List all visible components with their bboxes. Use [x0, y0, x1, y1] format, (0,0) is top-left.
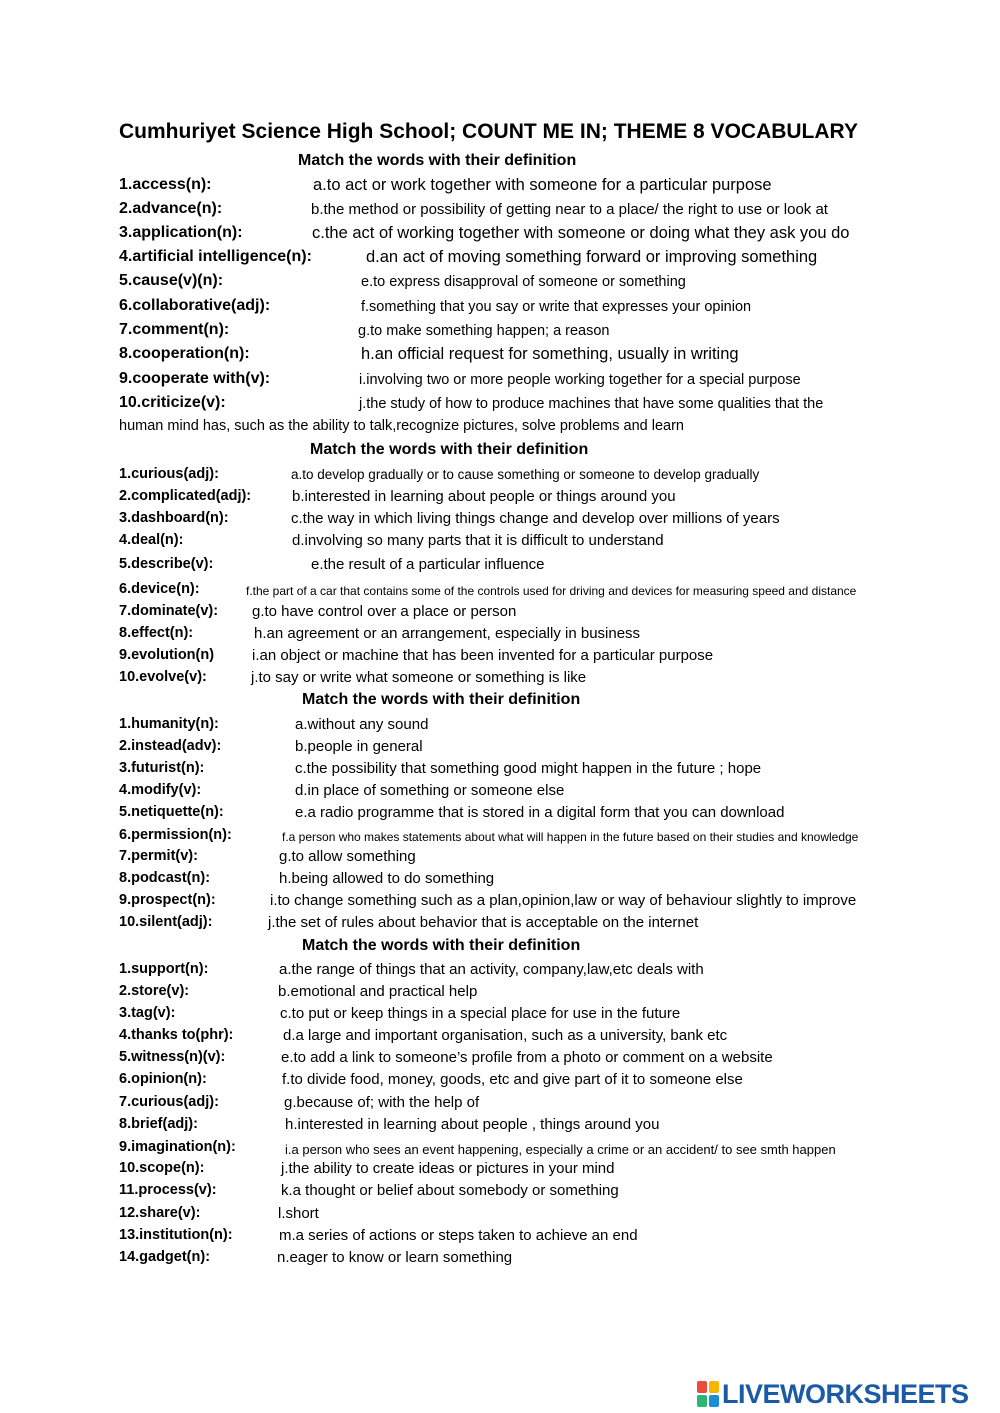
definition: a.without any sound — [295, 716, 429, 733]
definition: n.eager to know or learn something — [277, 1249, 513, 1266]
vocab-word: 5.netiquette(n): — [119, 804, 224, 820]
vocab-word: 10.criticize(v): — [119, 394, 226, 411]
definition: h.an official request for something, usually in writing — [361, 345, 739, 363]
definition: b.interested in learning about people or things around you — [292, 488, 676, 505]
definition: i.an object or machine that has been invented for a particular purpose — [252, 647, 714, 664]
vocab-word: 10.scope(n): — [119, 1160, 205, 1176]
vocab-word: 5.cause(v)(n): — [119, 272, 224, 289]
definition: j.to say or write what someone or something is like — [251, 669, 587, 686]
vocab-word: 3.dashboard(n): — [119, 510, 229, 526]
definition: e.the result of a particular influence — [311, 556, 545, 573]
definition: f.a person who makes statements about what will happen in the future based on their studies and knowledge — [282, 830, 859, 844]
definition: b.people in general — [295, 738, 423, 755]
definition: d.involving so many parts that it is difficult to understand — [292, 532, 664, 549]
section-header: Match the words with their definition — [298, 152, 577, 169]
vocab-word: 12.share(v): — [119, 1205, 201, 1221]
definition: d.an act of moving something forward or improving something — [366, 248, 818, 266]
definition: i.involving two or more people working together for a special purpose — [359, 372, 801, 388]
definition: g.to have control over a place or person — [252, 603, 517, 620]
definition: h.interested in learning about people , things around you — [285, 1116, 660, 1133]
vocab-word: 14.gadget(n): — [119, 1249, 211, 1265]
definition: a.to develop gradually or to cause something or someone to develop gradually — [291, 467, 760, 482]
vocab-word: 6.collaborative(adj): — [119, 297, 271, 314]
definition: i.to change something such as a plan,opinion,law or way of behaviour slightly to improve — [270, 892, 857, 909]
section-header: Match the words with their definition — [302, 691, 581, 708]
definition: j.the set of rules about behavior that is acceptable on the internet — [268, 914, 699, 931]
vocab-word: 7.comment(n): — [119, 321, 230, 338]
definition: d.in place of something or someone else — [295, 782, 565, 799]
definition-continuation: human mind has, such as the ability to talk,recognize pictures, solve problems and learn — [119, 418, 684, 434]
vocab-word: 3.tag(v): — [119, 1005, 176, 1021]
definition: l.short — [278, 1205, 319, 1222]
definition: g.because of; with the help of — [284, 1094, 480, 1111]
vocab-word: 9.prospect(n): — [119, 892, 216, 908]
vocab-word: 1.access(n): — [119, 176, 212, 193]
vocab-word: 9.imagination(n): — [119, 1139, 236, 1155]
definition: h.being allowed to do something — [279, 870, 495, 887]
section-header: Match the words with their definition — [302, 937, 581, 954]
vocab-word: 9.evolution(n) — [119, 647, 215, 663]
definition: b.emotional and practical help — [278, 983, 478, 1000]
definition: j.the study of how to produce machines that have some qualities that the — [359, 396, 824, 412]
definition: e.to add a link to someone’s profile from a photo or comment on a website — [281, 1049, 773, 1066]
vocab-word: 8.podcast(n): — [119, 870, 211, 886]
vocab-word: 3.application(n): — [119, 224, 243, 241]
definition: e.a radio programme that is stored in a digital form that you can download — [295, 804, 785, 821]
definition: j.the ability to create ideas or pictures in your mind — [281, 1160, 615, 1177]
vocab-word: 2.store(v): — [119, 983, 190, 999]
definition: d.a large and important organisation, such as a university, bank etc — [283, 1027, 728, 1044]
vocab-word: 8.brief(adj): — [119, 1116, 198, 1132]
definition: b.the method or possibility of getting near to a place/ the right to use or look at — [311, 201, 828, 218]
definition: m.a series of actions or steps taken to achieve an end — [279, 1227, 638, 1244]
vocab-word: 5.witness(n)(v): — [119, 1049, 226, 1065]
definition: i.a person who sees an event happening, especially a crime or an accident/ to see smth happen — [285, 1142, 836, 1157]
liveworksheets-logo[interactable] — [697, 1378, 969, 1410]
vocab-word: 13.institution(n): — [119, 1227, 233, 1243]
vocab-word: 6.device(n): — [119, 581, 200, 597]
definition: f.to divide food, money, goods, etc and give part of it to someone else — [282, 1071, 743, 1088]
vocab-word: 6.opinion(n): — [119, 1071, 207, 1087]
vocab-word: 7.permit(v): — [119, 848, 198, 864]
vocab-word: 8.effect(n): — [119, 625, 194, 641]
vocab-word: 10.silent(adj): — [119, 914, 213, 930]
logo-text: LIVEWORKSHEETS — [722, 1378, 969, 1409]
vocab-word: 2.advance(n): — [119, 200, 223, 217]
vocab-word: 1.curious(adj): — [119, 466, 219, 482]
definition: c.the way in which living things change and develop over millions of years — [291, 510, 780, 527]
vocab-word: 3.futurist(n): — [119, 760, 205, 776]
definition: f.the part of a car that contains some of the controls used for driving and devices for measuring speed and distance — [246, 584, 857, 598]
definition: a.the range of things that an activity, company,law,etc deals with — [279, 961, 704, 978]
section-header: Match the words with their definition — [310, 441, 589, 458]
vocab-word: 4.artificial intelligence(n): — [119, 248, 312, 265]
vocab-word: 1.support(n): — [119, 961, 209, 977]
definition: f.something that you say or write that expresses your opinion — [361, 299, 752, 315]
vocab-word: 4.deal(n): — [119, 532, 184, 548]
definition: c.the possibility that something good might happen in the future ; hope — [295, 760, 762, 777]
vocab-word: 1.humanity(n): — [119, 716, 219, 732]
vocab-word: 5.describe(v): — [119, 556, 214, 572]
definition: g.to allow something — [279, 848, 416, 865]
logo-mark-icon — [697, 1381, 719, 1407]
definition: a.to act or work together with someone for a particular purpose — [313, 176, 772, 194]
definition: e.to express disapproval of someone or something — [361, 274, 686, 290]
page-title: Cumhuriyet Science High School; COUNT ME IN; THEME 8 VOCABULARY — [119, 120, 858, 143]
vocab-word: 10.evolve(v): — [119, 669, 207, 685]
definition: k.a thought or belief about somebody or something — [281, 1182, 619, 1199]
vocab-word: 7.curious(adj): — [119, 1094, 219, 1110]
vocab-word: 8.cooperation(n): — [119, 345, 250, 362]
vocab-word: 7.dominate(v): — [119, 603, 219, 619]
vocab-word: 6.permission(n): — [119, 827, 232, 843]
definition: g.to make something happen; a reason — [358, 323, 610, 339]
definition: c.the act of working together with someone or doing what they ask you do — [312, 224, 850, 242]
vocab-word: 11.process(v): — [119, 1182, 217, 1198]
definition: h.an agreement or an arrangement, especially in business — [254, 625, 641, 642]
definition: c.to put or keep things in a special place for use in the future — [280, 1005, 681, 1022]
vocab-word: 9.cooperate with(v): — [119, 370, 271, 387]
vocab-word: 4.modify(v): — [119, 782, 202, 798]
vocab-word: 2.complicated(adj): — [119, 488, 252, 504]
vocab-word: 4.thanks to(phr): — [119, 1027, 234, 1043]
vocab-word: 2.instead(adv): — [119, 738, 222, 754]
